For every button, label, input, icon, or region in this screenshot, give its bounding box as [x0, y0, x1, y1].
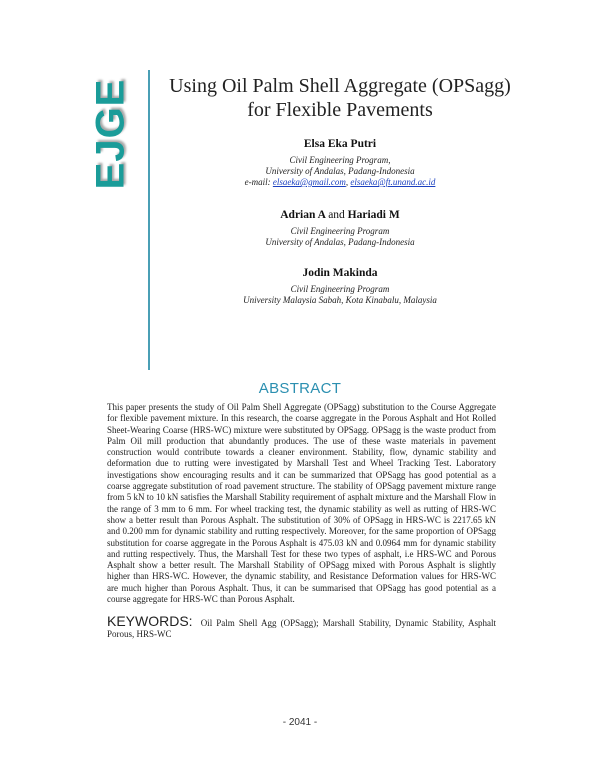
affiliation-line: Civil Engineering Program, [289, 155, 391, 165]
header-divider-line [148, 70, 150, 370]
page-number: - 2041 - [282, 717, 318, 728]
abstract-text: This paper presents the study of Oil Palm Shell Aggregate (OPSagg) substitution to the Course Aggregate for flexible pavement mixture. In this research, the coarse aggregate in the Porous Asphalt and Hot Rolled Sheet-Wearing Coarse (HRS-WC) mixture were substituted by OPSagg. OPSagg is the waste product from Palm Oil mill production that abundantly produces. The use of these waste materials in pavement construction would contribute towards a cleaner environment. Stability, flow, dynamic stability and deformation due to rutting were investigated by Marshall Test and Wheel Tracking Test. Laboratory investigations show encouraging results and it can be summarized that OPSagg has good potential as a coarse aggregate substitution of road pavement structure. The stability of OPSagg pavement mixture range from 5 kN to 10 kN satisfies the Marshall Stability requirement of asphalt mixture and the Marshall Flow in the range of 3 mm to 6 mm. For wheel tracking test, the dynamic stability as well as rutting of HRS-WC show a better result than Porous Asphalt. The substitution of 30% of OPSagg in HRS-WC is 2217.65 kN and 0.200 mm for dynamic stability and rutting respectively. Moreover, for the same proportion of OPSagg substitution for coarse aggregate in the Porous Asphalt is 475.03 kN and 0.0964 mm for dynamic stability and rutting respectively. Thus, the Marshall Test for these two types of asphalt, i.e HRS-WC and Porous Asphalt show a better result. The Marshall Stability of OPSagg mixed with Porous Asphalt is slightly higher than HRS-WC. However, the dynamic stability, and Resistance Deformation values for HRS-WC are much higher than Porous Asphalt. Thus, it can be summarised that OPSagg has good potential as a course aggregate for HRS-WC than Porous Asphalt. [107, 402, 496, 605]
author-name: Adrian A [280, 209, 326, 221]
email-link-1[interactable]: elsaeka@gmail.com [272, 177, 346, 187]
email-line: e-mail: elsaeka@gmail.com, elsaeka@ft.unand.ac.id [244, 177, 436, 187]
author-block-3 [160, 266, 520, 306]
affiliation-line: University of Andalas, Padang-Indonesia [265, 166, 415, 176]
author-block-2 [160, 208, 520, 248]
affiliation-line: University Malaysia Sabah, Kota Kinabalu, Malaysia [243, 295, 437, 305]
journal-logo [84, 74, 138, 194]
author-names [160, 208, 520, 223]
affiliation-line: Civil Engineering Program [290, 284, 390, 294]
email-link-2[interactable]: elsaeka@ft.unand.ac.id [350, 177, 436, 187]
keywords-section [107, 613, 496, 640]
abstract-heading: ABSTRACT [258, 380, 342, 397]
email-label: e-mail: [244, 177, 273, 187]
author-connector: and [328, 209, 345, 221]
keywords-text: Oil Palm Shell Agg (OPSagg); Marshall Stability, Dynamic Stability, Asphalt Porous, HRS-WC [107, 618, 496, 639]
author-name: Jodin Makinda [302, 267, 378, 279]
paper-title: Using Oil Palm Shell Aggregate (OPSagg) for Flexible Pavements [169, 75, 511, 121]
affiliation-line: University of Andalas, Padang-Indonesia [265, 237, 415, 247]
affiliation-line: Civil Engineering Program [290, 226, 390, 236]
logo-text: EJGE [88, 78, 133, 190]
author-name: Hariadi M [347, 209, 400, 221]
author-name: Elsa Eka Putri [303, 138, 377, 150]
keywords-label: KEYWORDS: [107, 613, 193, 629]
author-block-1 [160, 137, 520, 188]
